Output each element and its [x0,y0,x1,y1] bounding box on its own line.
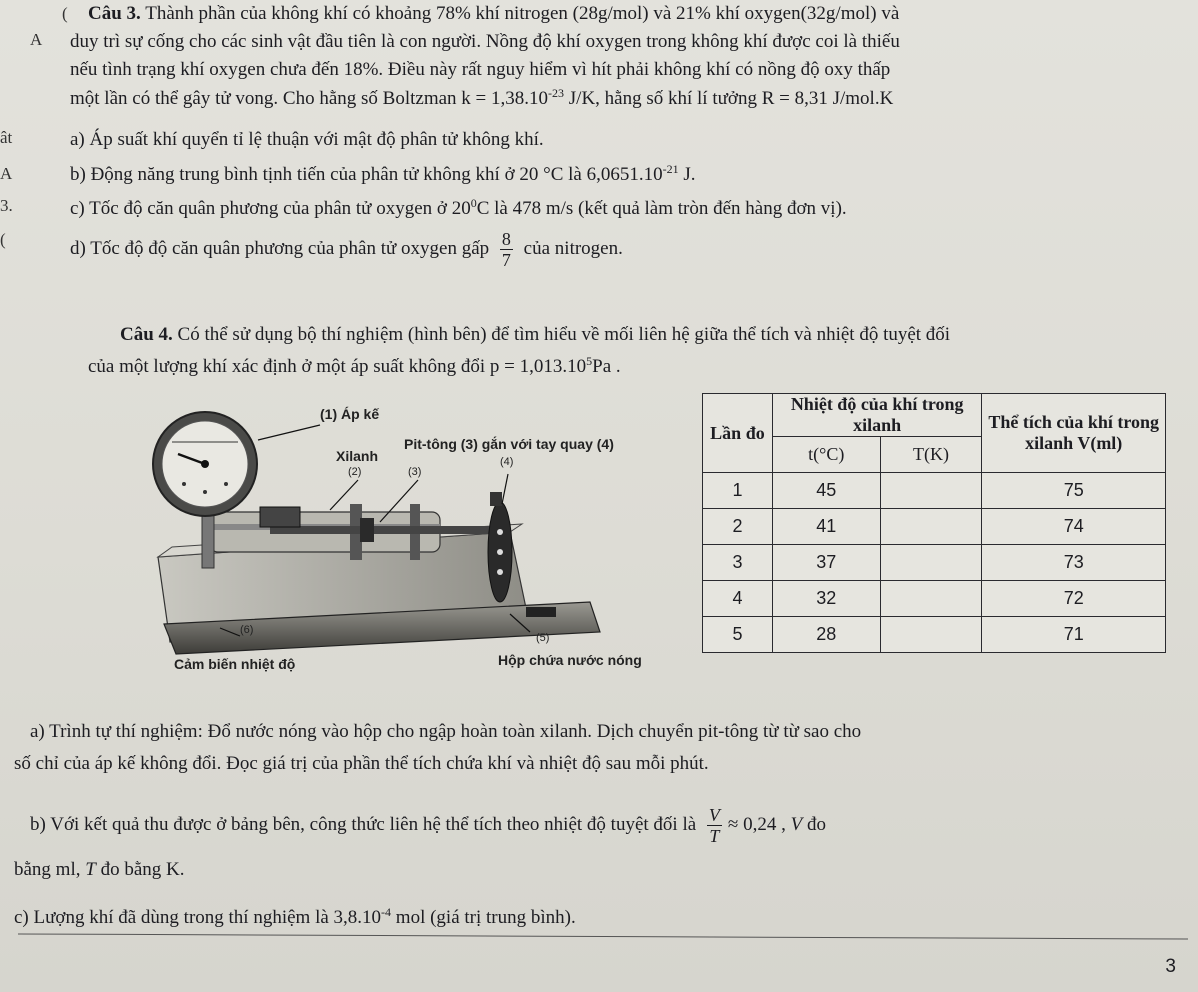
label-hot-water-box: Hộp chứa nước nóng [498,652,642,668]
margin-char: 3. [0,196,13,215]
q4-statement-a-cont: số chỉ của áp kế không đổi. Đọc giá trị của phần thể tích chứa khí và nhiệt độ sau mỗi phút. [14,753,709,774]
q3-intro-line-4 [70,87,893,111]
q4-b-temp-var: T [85,859,96,880]
label-box-number: (5) [536,632,550,644]
q3-c-text-2: C là 478 m/s (kết quả làm tròn đến hàng đơn vị). [476,198,847,219]
cell-celsius: 32 [772,581,880,617]
table-row [703,509,1166,545]
q3-b-text: b) Động năng trung bình tịnh tiến của phân tử không khí ở 20 °C là 6,0651.10 [70,164,663,185]
fraction-numerator: 8 [501,229,511,250]
cell-trial: 2 [703,509,773,545]
q3-b-unit: J. [678,164,696,185]
margin-char: ( [0,230,6,249]
label-sensor-number: (6) [240,624,254,636]
q3-d-text-2: của nitrogen. [523,238,623,259]
cell-trial: 5 [703,617,773,653]
q4-pressure-exp: 5 [586,354,593,368]
cell-trial: 4 [703,581,773,617]
cell-volume: 72 [982,581,1166,617]
piston-rod [270,526,500,534]
q4-b-unit-text-2: đo bằng K. [95,859,185,880]
q3-c-degree: 0 [470,196,477,210]
q4-statement-c [14,906,576,930]
cell-celsius: 41 [772,509,880,545]
fraction-denominator: T [709,826,720,847]
label-crank-number: (4) [500,456,514,468]
q4-b-value: ≈ 0,24 , [727,814,791,835]
margin-char: ( [62,4,68,23]
table-row [703,617,1166,653]
q4-intro-line-1 [120,323,950,347]
q3-statement-a: a) Áp suất khí quyển tỉ lệ thuận với mật độ phân tử không khí. [70,129,544,150]
cell-kelvin [880,545,982,581]
q3-boltzmann-text: một lần có thể gây tử vong. Cho hằng số Boltzman k = 1,38.10 [70,88,549,109]
label-cylinder: Xilanh [336,448,379,464]
cell-kelvin [880,581,982,617]
q4-c-exp: -4 [381,905,392,919]
q3-intro-line-3: nếu tình trạng khí oxygen chưa đến 18%. Điều này rất nguy hiểm vì hít phải không khí có nồng độ oxy thấp [70,59,891,80]
cell-volume: 75 [982,473,1166,509]
q4-c-text: c) Lượng khí đã dùng trong thí nghiệm là 3,8.10 [14,907,382,928]
q3-statement-c [70,197,847,221]
cell-volume: 71 [982,617,1166,653]
q4-title: Câu 4. [120,324,173,345]
q4-statement-b-cont [14,858,184,882]
fraction-denominator: 7 [501,250,511,271]
q3-c-text: c) Tốc độ căn quân phương của phân tử oxygen ở 20 [70,198,471,219]
margin-char: ât [0,128,13,147]
cell-kelvin [880,617,982,653]
header-volume: Thể tích của khí trong xilanh V(ml) [982,394,1166,473]
q4-statement-a: a) Trình tự thí nghiệm: Đổ nước nóng vào hộp cho ngập hoàn toàn xilanh. Dịch chuyển pit-tông từ từ sao cho [30,721,862,742]
margin-char: A [30,30,43,49]
table-row [703,545,1166,581]
label-piston-number: (3) [408,466,422,478]
q4-b-text: b) Với kết quả thu được ở bảng bên, công thức liên hệ thể tích theo nhiệt độ tuyệt đối là [30,814,697,835]
q3-statement-d [70,226,623,272]
fraction-numerator: V [708,805,720,826]
table-row [703,581,1166,617]
q3-gas-constant-text: J/K, hằng số khí lí tưởng R = 8,31 J/mol.K [564,88,894,109]
header-temperature: Nhiệt độ của khí trong xilanh [772,394,982,437]
cell-celsius: 37 [772,545,880,581]
label-cylinder-number: (2) [348,466,362,478]
cell-celsius: 28 [772,617,880,653]
q3-b-exp: -21 [662,162,679,176]
cell-celsius: 45 [772,473,880,509]
label-gauge: (1) Áp kế [320,406,380,422]
q4-intro-text: Có thể sử dụng bộ thí nghiệm (hình bên) để tìm hiểu về mối liên hệ giữa thể tích và nhiệt độ tuyệt đối [172,324,951,345]
q4-b-text-2: đo [802,814,826,835]
page-number: 3 [1165,956,1176,977]
header-trial: Lần đo [703,394,773,473]
q4-b-unit-text: bằng ml, [14,859,86,880]
experiment-table [702,393,1166,653]
cell-trial: 3 [703,545,773,581]
q4-pressure-unit: Pa . [592,356,621,377]
q4-b-fraction [707,805,722,846]
q3-statement-b [70,163,696,187]
q4-pressure-text: của một lượng khí xác định ở một áp suất không đổi p = 1,013.10 [88,356,587,377]
label-piston-crank: Pit-tông (3) gắn với tay quay (4) [404,436,614,452]
header-celsius: t(°C) [772,437,880,473]
q3-title: Câu 3. [88,3,141,24]
q4-statement-b [30,798,826,852]
header-kelvin: T(K) [880,437,982,473]
label-temperature-sensor: Cảm biến nhiệt độ [174,656,296,672]
cell-kelvin [880,509,982,545]
cell-trial: 1 [703,473,773,509]
q3-boltzmann-exp: -23 [548,86,565,100]
q3-intro-line-2: duy trì sự cống cho các sinh vật đầu tiên là con người. Nồng độ khí oxygen trong không khí được coi là thiếu [70,31,900,52]
q3-d-text: d) Tốc độ độ căn quân phương của phân tử oxygen gấp [70,238,490,259]
cell-volume: 73 [982,545,1166,581]
cell-volume: 74 [982,509,1166,545]
margin-char: A [0,164,13,183]
q4-c-text-2: mol (giá trị trung bình). [391,907,576,928]
temperature-sensor [260,507,300,527]
q3-d-fraction [500,229,513,270]
table-row [703,473,1166,509]
cell-kelvin [880,473,982,509]
q3-intro-text: Thành phần của không khí có khoảng 78% khí nitrogen (28g/mol) và 21% khí oxygen(32g/mol) và [145,3,900,24]
q3-intro-line-1 [88,2,899,26]
bottom-rule [18,933,1188,939]
q4-b-variable: V [790,814,803,835]
apparatus-figure [150,392,658,684]
q4-intro-line-2 [88,355,621,379]
